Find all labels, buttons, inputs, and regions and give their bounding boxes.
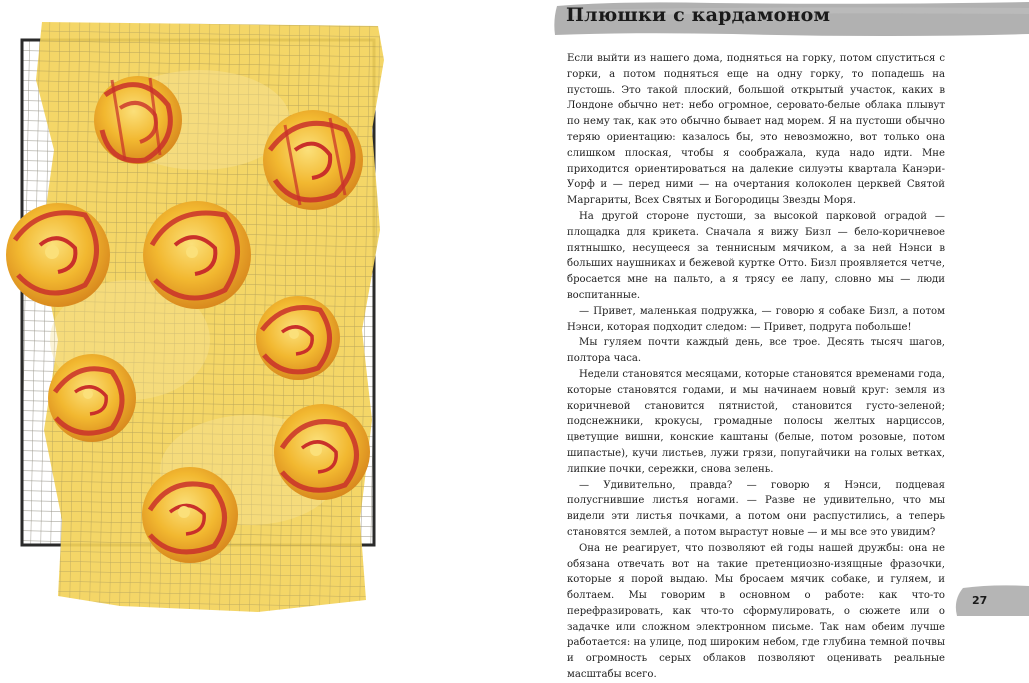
bun xyxy=(274,404,370,500)
bun xyxy=(6,203,110,307)
bun xyxy=(256,296,340,380)
paragraph: Недели становятся месяцами, которые становятся временами года, которые становятся годами, и мы начинаем новый круг: земля из коричневой становится пятнистой, становится густо-зеленой; подснежники, крокусы, громадные полосы желтых нарциссов, цветущие вишни, конские каштаны (белые, потом розовые, потом шипастые), кучи листьев, лужи грязи, попугайчики на голых ветках, липкие почки, сережки, снова зелень. xyxy=(567,368,945,475)
bun xyxy=(142,467,238,563)
body-text xyxy=(567,51,945,683)
paragraph: — Удивительно, правда? — говорю я Нэнси, подцевая полусгнившие листья ногами. — Разве не удивительно, что мы видели эти листья почками, а потом они распустились, а теперь становятся землей, а потом вырастут новые — и мы все это увидим? xyxy=(567,479,945,538)
left-page xyxy=(0,0,500,616)
bun xyxy=(143,201,251,309)
paragraph: Если выйти из нашего дома, подняться на горку, потом спуститься с горки, а потом подняться еще на одну горку, то попадешь на пустошь. Это такой плоский, большой открытый участок, каких в Лондоне обычно нет: небо огромное, серовато-белые облака плывут по нему так, как это обычно бывает над морем. Я на пустоши обычно теряю ориентацию: казалось бы, это невозможно, вот только она слишком плоская, чтобы я соображала, куда надо идти. Мне приходится ориентироваться на далекие силуэты квартала Канэри-Уорф и — перед ними — на очертания колоколен церквей Святой Маргариты, Всех Святых и Богородицы Звезды Моря. xyxy=(567,53,945,207)
bun xyxy=(48,354,136,442)
page-number: 27 xyxy=(972,594,988,607)
bun xyxy=(263,110,363,210)
cardamom-buns-illustration xyxy=(0,0,500,616)
paragraph: Мы гуляем почти каждый день, все трое. Десять тысяч шагов, полтора часа. xyxy=(567,337,945,365)
page-number-tab xyxy=(953,584,1029,616)
chapter-title: Плюшки с кардамоном xyxy=(566,4,831,26)
bun xyxy=(94,76,182,164)
paragraph: — Привет, маленькая подружка, — говорю я собаке Бизл, а потом Нэнси, которая подходит следом: — Привет, подруга побольше! xyxy=(567,305,945,333)
paragraph: На другой стороне пустоши, за высокой парковой оградой — площадка для крикета. Сначала я вижу Бизл — бело-коричневое пятнышко, несущееся за теннисным мячиком, а за ней Нэнси в больших наушниках и бежевой куртке Отто. Бизл проявляется четче, бросается мне на пальто, а я трясу ее лапу, словно мы — люди воспитанные. xyxy=(567,210,945,301)
paragraph: Она не реагирует, что позволяют ей годы нашей дружбы: она не обязана отвечать вот на такие претенциозно-изящные фразочки, которые я порой выдаю. Мы бросаем мячик собаке, и гуляем, и болтаем. Мы говорим в основном о работе: как что-то перефразировать, как что-то сформулировать, о сюжете или о задачке или сложном электронном письме. Так нам обеим лучше работается: на улице, под широким небом, где глубина темной почвы и огромность серых облаков позволяют оценивать реальные масштабы всего. xyxy=(567,542,945,681)
